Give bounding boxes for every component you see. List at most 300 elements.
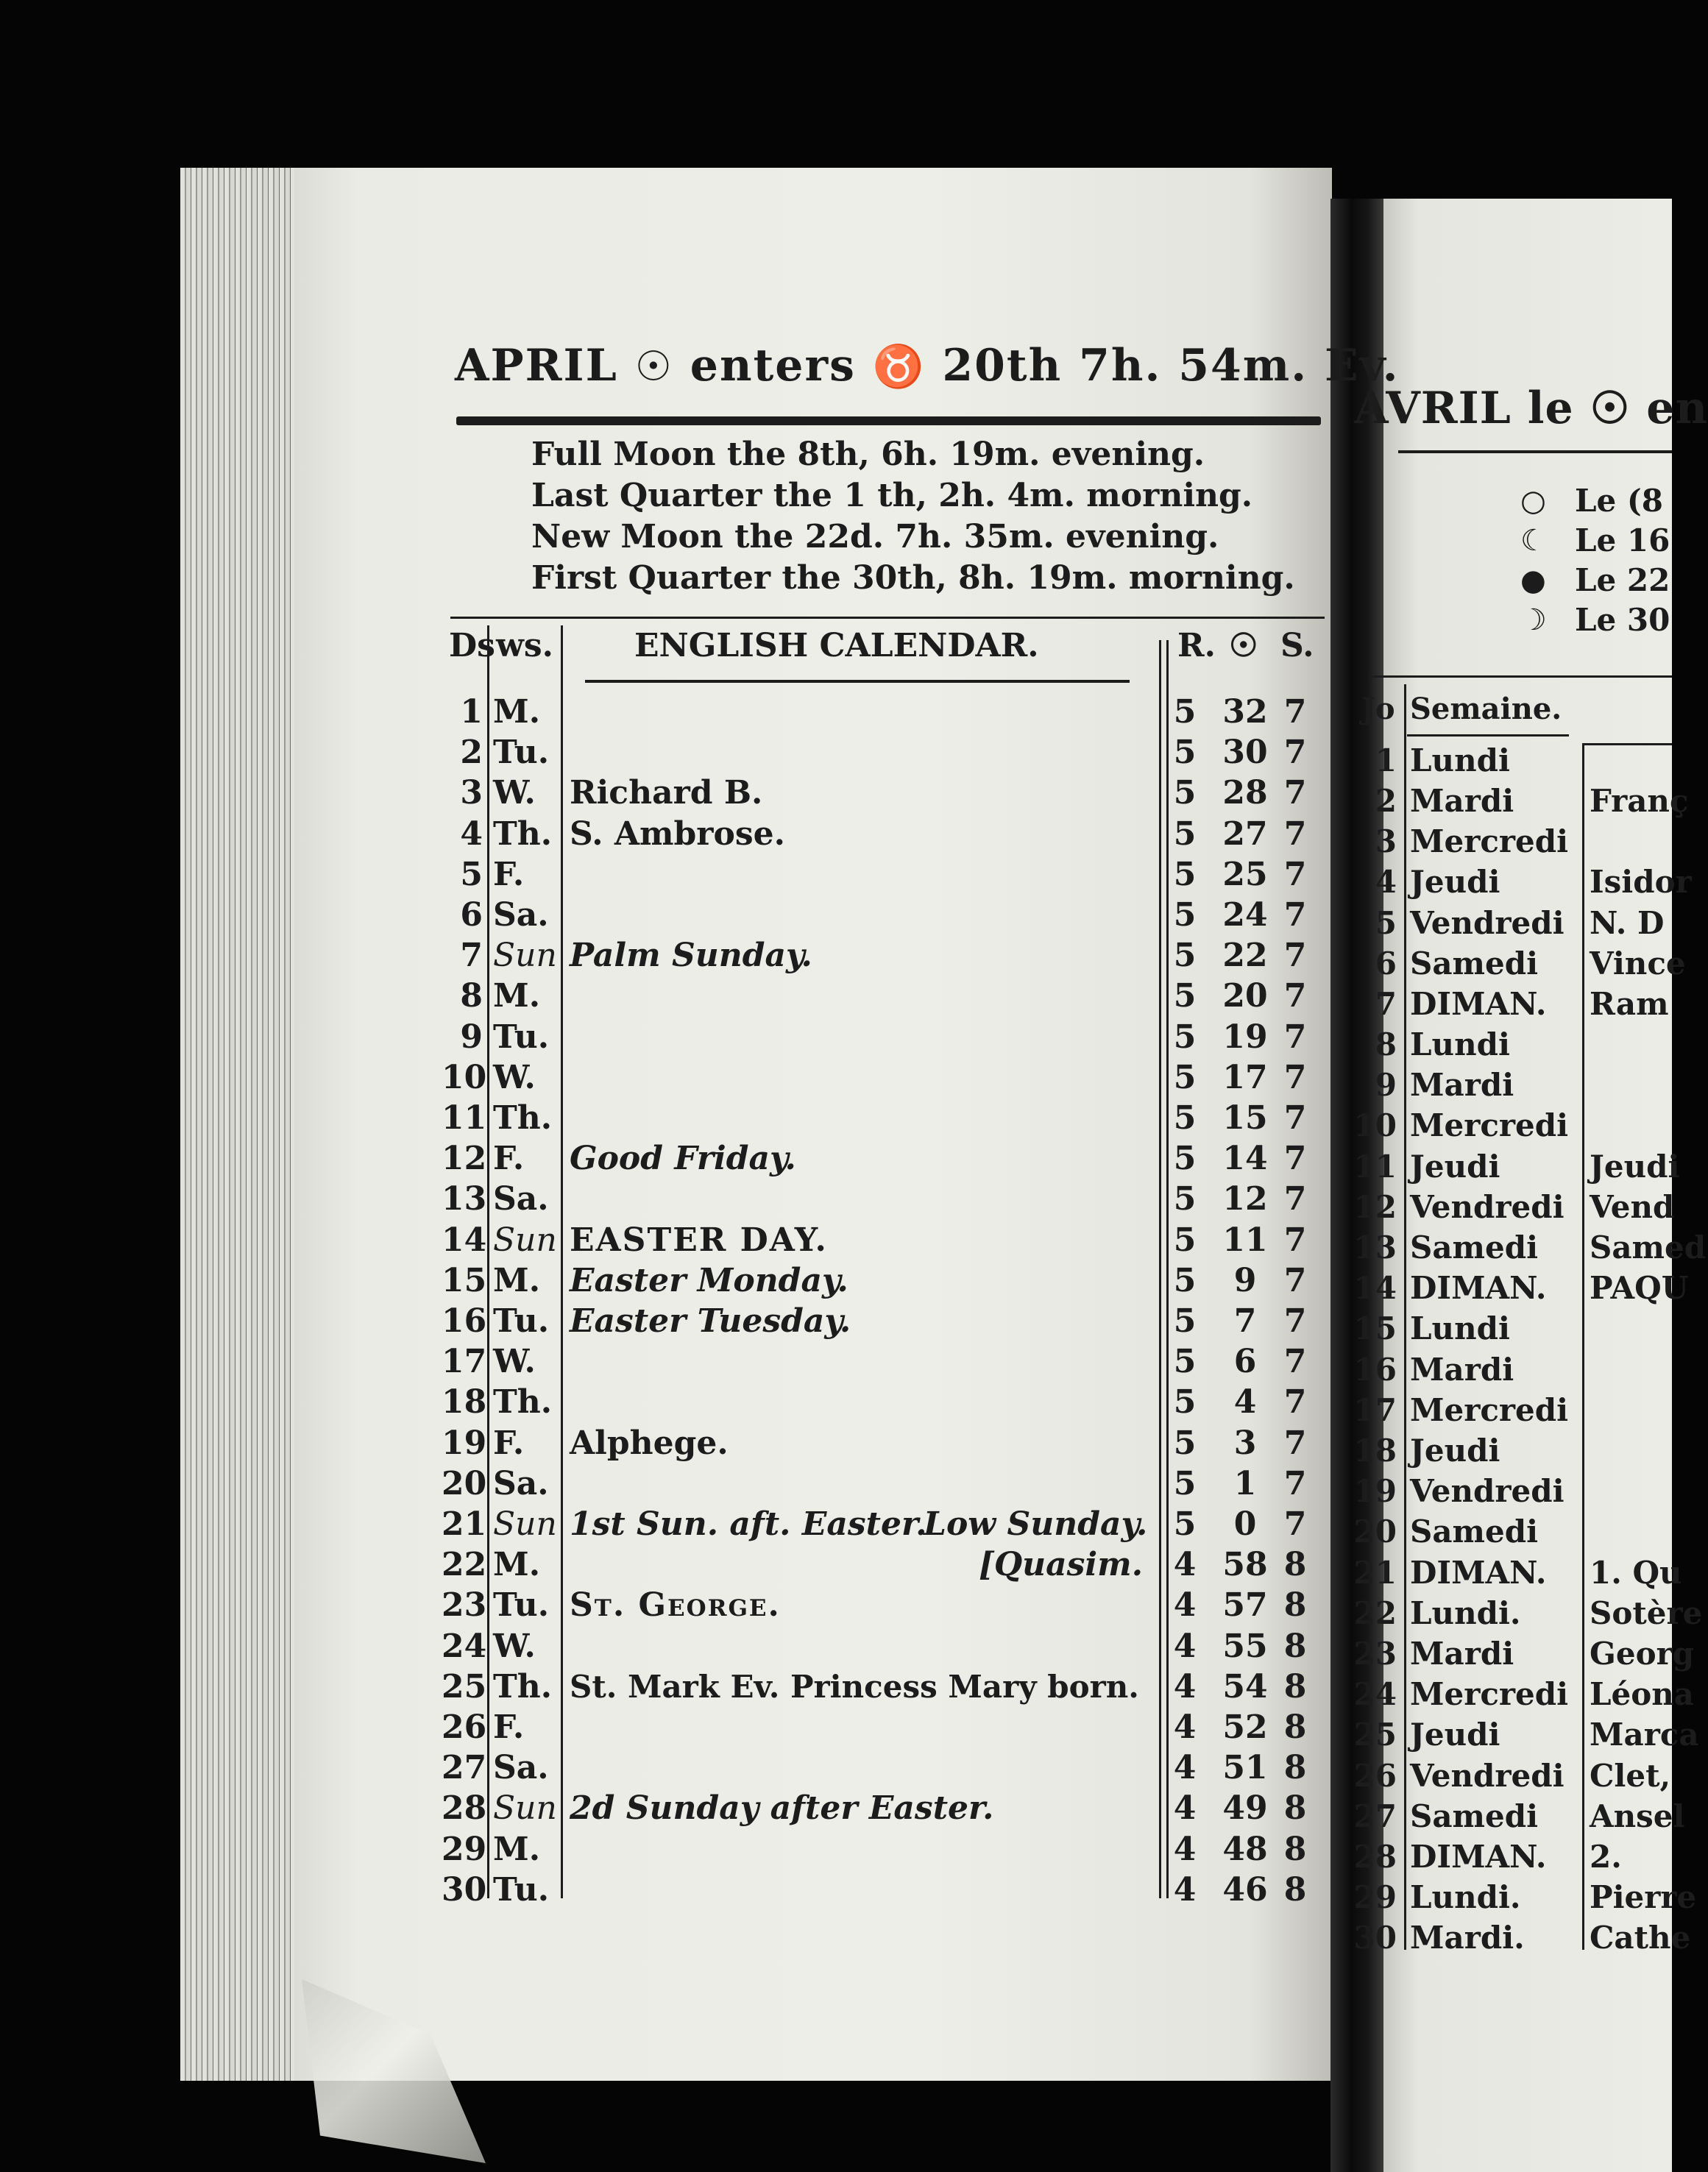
- calendar-row: [0, 1423, 1325, 1463]
- rise-minute: 51: [1222, 1749, 1268, 1786]
- french-weekday: Lundi: [1410, 742, 1510, 778]
- rise-hour: 5: [1173, 1099, 1197, 1137]
- french-weekday: Samedi: [1410, 945, 1539, 982]
- rise-minute: 48: [1222, 1831, 1268, 1868]
- rise-minute: 27: [1222, 815, 1268, 853]
- french-weekday: Mercredi: [1410, 1107, 1569, 1143]
- event: S. Ambrose.: [570, 815, 785, 853]
- french-saint: Léona: [1590, 1676, 1695, 1712]
- set-hour: 7: [1283, 1302, 1307, 1340]
- french-header-rule: [1398, 450, 1672, 453]
- calendar-row: [0, 1382, 1325, 1422]
- french-weekday: Lundi: [1410, 1310, 1510, 1346]
- french-saint: Georg: [1590, 1636, 1695, 1672]
- french-day-number: 30: [1353, 1920, 1397, 1956]
- set-hour: 8: [1283, 1831, 1307, 1868]
- weekday: Sa.: [493, 1465, 549, 1502]
- calendar-row: [0, 1098, 1325, 1138]
- rise-minute: 54: [1222, 1668, 1268, 1706]
- rise-hour: 4: [1173, 1789, 1197, 1827]
- french-weekday: Vendredi: [1410, 1758, 1565, 1794]
- calendar-row: [0, 895, 1325, 935]
- weekday: W.: [493, 1628, 536, 1665]
- day-number: 2: [460, 734, 483, 771]
- calendar-row: [0, 1788, 1325, 1828]
- calendar-row: [0, 854, 1325, 895]
- set-hour: 7: [1283, 1343, 1307, 1380]
- day-number: 14: [442, 1221, 487, 1259]
- rise-hour: 4: [1173, 1749, 1197, 1786]
- rise-minute: 3: [1233, 1424, 1257, 1462]
- day-number: 10: [442, 1059, 487, 1096]
- french-day-number: 24: [1353, 1676, 1397, 1712]
- rise-minute: 28: [1222, 774, 1268, 812]
- french-weekday: DIMAN.: [1410, 1839, 1547, 1875]
- weekday: W.: [493, 1059, 536, 1096]
- french-saint: 1. Qu: [1590, 1555, 1682, 1591]
- rise-hour: 5: [1173, 1018, 1197, 1056]
- set-hour: 7: [1283, 734, 1307, 771]
- french-weekday: Samedi: [1410, 1229, 1539, 1266]
- event: Richard B.: [570, 774, 763, 812]
- weekday: Th.: [493, 1383, 553, 1421]
- french-saint: Ansel: [1590, 1798, 1685, 1834]
- col-weekday: ws.: [496, 627, 553, 664]
- weekday: F.: [493, 1140, 525, 1177]
- calendar-row: [0, 1179, 1325, 1219]
- rise-hour: 5: [1173, 1221, 1197, 1259]
- day-number: 1: [460, 693, 483, 731]
- weekday: M.: [493, 693, 541, 731]
- calendar-row: [0, 1138, 1325, 1179]
- french-weekday: Mercredi: [1410, 1392, 1569, 1428]
- day-number: 3: [460, 774, 483, 812]
- day-number: 5: [460, 856, 483, 893]
- day-number: 7: [460, 937, 483, 974]
- set-hour: 7: [1283, 693, 1307, 731]
- french-phase-line: Le 16: [1575, 522, 1670, 558]
- french-phase-line: Le 22: [1575, 562, 1670, 598]
- french-table-rule: [1369, 675, 1672, 678]
- french-day-number: 21: [1353, 1555, 1397, 1591]
- weekday: Tu.: [493, 1871, 550, 1909]
- rise-hour: 5: [1173, 1383, 1197, 1421]
- day-number: 12: [442, 1140, 487, 1177]
- taurus-icon: ♉: [872, 343, 926, 391]
- day-number: 16: [442, 1302, 487, 1340]
- french-weekday: Mardi: [1410, 1067, 1514, 1103]
- weekday: M.: [493, 1546, 541, 1583]
- french-weekday: Jeudi: [1410, 1433, 1500, 1469]
- event: Easter Monday.: [570, 1262, 848, 1299]
- set-hour: 7: [1283, 1018, 1307, 1056]
- french-day-number: 4: [1375, 864, 1397, 900]
- rise-hour: 5: [1173, 1302, 1197, 1340]
- calendar-row: [0, 1870, 1325, 1910]
- weekday: Sa.: [493, 896, 549, 934]
- rise-hour: 5: [1173, 937, 1197, 974]
- french-weekday: Samedi: [1410, 1798, 1539, 1834]
- rise-hour: 5: [1173, 856, 1197, 893]
- rise-minute: 12: [1222, 1180, 1268, 1218]
- rise-minute: 32: [1222, 693, 1268, 731]
- day-number: 9: [460, 1018, 483, 1056]
- calendar-row: [0, 814, 1325, 854]
- french-weekday: Mercredi: [1410, 823, 1569, 859]
- rise-hour: 5: [1173, 1465, 1197, 1502]
- day-number: 27: [442, 1749, 487, 1786]
- rise-minute: 20: [1222, 977, 1268, 1015]
- french-day-number: 14: [1353, 1270, 1397, 1306]
- french-weekday: Lundi.: [1410, 1879, 1521, 1915]
- calendar-row: [0, 1260, 1325, 1301]
- rise-hour: 5: [1173, 815, 1197, 853]
- rise-hour: 5: [1173, 1505, 1197, 1543]
- rise-hour: 5: [1173, 1059, 1197, 1096]
- rise-hour: 4: [1173, 1546, 1197, 1583]
- day-number: 20: [442, 1465, 487, 1502]
- weekday: F.: [493, 856, 525, 893]
- french-weekday: Mardi.: [1410, 1920, 1525, 1956]
- set-hour: 7: [1283, 1465, 1307, 1502]
- day-number: 26: [442, 1708, 487, 1746]
- calendar-row: [0, 732, 1325, 773]
- french-day-number: 13: [1353, 1229, 1397, 1266]
- set-hour: 8: [1283, 1668, 1307, 1706]
- french-day-number: 29: [1353, 1879, 1397, 1915]
- french-saint: PAQU: [1590, 1270, 1689, 1306]
- weekday: Sun: [493, 937, 557, 974]
- french-day-number: 20: [1353, 1513, 1397, 1550]
- day-number: 22: [442, 1546, 487, 1583]
- rise-minute: 6: [1233, 1343, 1257, 1380]
- weekday: W.: [493, 1343, 536, 1380]
- calendar-row: [0, 1829, 1325, 1870]
- rise-hour: 4: [1173, 1831, 1197, 1868]
- event: St. George.: [570, 1586, 781, 1624]
- french-day-number: 3: [1375, 823, 1397, 859]
- calendar-row: [0, 1341, 1325, 1382]
- french-weekday: Samedi: [1410, 1513, 1539, 1550]
- french-day-number: 26: [1353, 1758, 1397, 1794]
- french-day-number: 7: [1375, 986, 1397, 1022]
- french-saint: Marca: [1590, 1717, 1699, 1753]
- moon-phase-new: New Moon the 22d. 7h. 35m. evening.: [531, 518, 1219, 556]
- calendar-row: [0, 1220, 1325, 1260]
- french-weekday: Lundi.: [1410, 1595, 1521, 1631]
- french-phase-line: Le 30: [1575, 602, 1670, 638]
- day-number: 6: [460, 896, 483, 934]
- rise-minute: 9: [1233, 1262, 1257, 1299]
- french-month-header: AVRIL le ☉ en: [1354, 383, 1708, 434]
- rise-minute: 30: [1222, 734, 1268, 771]
- rise-minute: 55: [1222, 1628, 1268, 1665]
- full-moon-icon: ○: [1520, 484, 1546, 518]
- rise-minute: 46: [1222, 1871, 1268, 1909]
- day-number: 25: [442, 1668, 487, 1706]
- french-col-semaine: Semaine.: [1410, 692, 1562, 726]
- french-saint: Isidor: [1590, 864, 1692, 900]
- weekday: Tu.: [493, 1302, 550, 1340]
- french-weekday: DIMAN.: [1410, 986, 1547, 1022]
- set-hour: 7: [1283, 1505, 1307, 1543]
- french-saint: Jeudi: [1590, 1149, 1680, 1185]
- french-day-number: 12: [1353, 1189, 1397, 1225]
- french-weekday: Jeudi: [1410, 1149, 1500, 1185]
- set-hour: 8: [1283, 1586, 1307, 1624]
- french-week-divider: [1582, 743, 1584, 1950]
- french-day-number: 1: [1375, 742, 1397, 778]
- set-hour: 7: [1283, 774, 1307, 812]
- moon-phase-full: Full Moon the 8th, 6h. 19m. evening.: [531, 436, 1205, 473]
- rise-minute: 19: [1222, 1018, 1268, 1056]
- rise-hour: 5: [1173, 977, 1197, 1015]
- rise-hour: 5: [1173, 734, 1197, 771]
- rise-minute: 22: [1222, 937, 1268, 974]
- french-saint: Sotère: [1590, 1595, 1703, 1631]
- rise-minute: 15: [1222, 1099, 1268, 1137]
- header-rule: [456, 416, 1321, 425]
- event: Good Friday.: [570, 1140, 796, 1177]
- weekday: Tu.: [493, 734, 550, 771]
- french-weekday: Vendredi: [1410, 1189, 1565, 1225]
- weekday: Sa.: [493, 1180, 549, 1218]
- day-number: 15: [442, 1262, 487, 1299]
- french-weekday: Lundi: [1410, 1026, 1510, 1062]
- french-day-number: 9: [1375, 1067, 1397, 1103]
- rise-hour: 5: [1173, 1180, 1197, 1218]
- calendar-row: [0, 1626, 1325, 1667]
- rise-hour: 5: [1173, 1262, 1197, 1299]
- weekday: Sun: [493, 1789, 557, 1827]
- calendar-row: [0, 1667, 1325, 1707]
- rise-hour: 4: [1173, 1586, 1197, 1624]
- rise-minute: 1: [1233, 1465, 1257, 1502]
- event: 2d Sunday after Easter.: [570, 1789, 994, 1827]
- weekday: M.: [493, 1831, 541, 1868]
- set-hour: 7: [1283, 1180, 1307, 1218]
- french-weekday: Mercredi: [1410, 1676, 1569, 1712]
- month-title: APRIL: [455, 340, 618, 391]
- french-saint: Cathe: [1590, 1920, 1691, 1956]
- sun-icon: ☉: [634, 343, 673, 391]
- rise-minute: 0: [1233, 1505, 1257, 1543]
- rise-hour: 5: [1173, 896, 1197, 934]
- set-hour: 8: [1283, 1628, 1307, 1665]
- french-day-number: 17: [1353, 1392, 1397, 1428]
- set-hour: 7: [1283, 1140, 1307, 1177]
- event-secondary: Low Sunday.: [924, 1505, 1148, 1543]
- rise-minute: 11: [1222, 1221, 1268, 1259]
- french-weekday: Vendredi: [1410, 1473, 1565, 1509]
- rise-hour: 4: [1173, 1708, 1197, 1746]
- col-days: Ds: [449, 627, 495, 664]
- event: Palm Sunday.: [570, 937, 812, 974]
- table-top-rule: [450, 617, 1325, 619]
- rise-minute: 25: [1222, 856, 1268, 893]
- day-number: 18: [442, 1383, 487, 1421]
- french-saint: Pierre: [1590, 1879, 1697, 1915]
- weekday: Sun: [493, 1505, 557, 1543]
- french-weekday: Mardi: [1410, 1352, 1514, 1388]
- french-day-number: 19: [1353, 1473, 1397, 1509]
- moon-phase-first-quarter: First Quarter the 30th, 8h. 19m. morning.: [531, 559, 1295, 597]
- french-day-number: 18: [1353, 1433, 1397, 1469]
- rise-hour: 4: [1173, 1668, 1197, 1706]
- set-hour: 8: [1283, 1789, 1307, 1827]
- french-day-number: 10: [1353, 1107, 1397, 1143]
- rise-hour: 4: [1173, 1628, 1197, 1665]
- rise-hour: 5: [1173, 693, 1197, 731]
- french-weekday: DIMAN.: [1410, 1270, 1547, 1306]
- new-moon-icon: ●: [1520, 564, 1546, 597]
- enters-label: enters: [690, 340, 856, 391]
- set-hour: 7: [1283, 815, 1307, 853]
- calendar-row: [0, 1585, 1325, 1625]
- french-weekday: Jeudi: [1410, 1717, 1500, 1753]
- set-hour: 8: [1283, 1708, 1307, 1746]
- last-quarter-moon-icon: ☾: [1520, 524, 1547, 558]
- calendar-row: [0, 773, 1325, 813]
- set-hour: 8: [1283, 1749, 1307, 1786]
- day-number: 11: [442, 1099, 487, 1137]
- col-sun-icon: ☉: [1229, 627, 1258, 664]
- set-hour: 7: [1283, 1383, 1307, 1421]
- rise-minute: 14: [1222, 1140, 1268, 1177]
- french-phase-line: Le (8: [1575, 483, 1663, 519]
- moon-phases: [531, 434, 1295, 599]
- set-hour: 7: [1283, 856, 1307, 893]
- calendar-row: [0, 1544, 1325, 1585]
- weekday: Sun: [493, 1221, 557, 1259]
- french-day-number: 8: [1375, 1026, 1397, 1062]
- rise-hour: 4: [1173, 1871, 1197, 1909]
- rise-minute: 24: [1222, 896, 1268, 934]
- event: Easter Tuesday.: [570, 1302, 851, 1340]
- french-weekday: Mardi: [1410, 783, 1514, 819]
- french-day-number: 11: [1353, 1149, 1397, 1185]
- french-day-number: 22: [1353, 1595, 1397, 1631]
- day-number: 17: [442, 1343, 487, 1380]
- french-weekday: DIMAN.: [1410, 1555, 1547, 1591]
- weekday: M.: [493, 977, 541, 1015]
- set-hour: 7: [1283, 937, 1307, 974]
- set-hour: 8: [1283, 1871, 1307, 1909]
- rise-minute: 17: [1222, 1059, 1268, 1096]
- set-hour: 7: [1283, 1262, 1307, 1299]
- day-number: 19: [442, 1424, 487, 1462]
- weekday: M.: [493, 1262, 541, 1299]
- french-day-number: 25: [1353, 1717, 1397, 1753]
- french-saint: 2.: [1590, 1839, 1622, 1875]
- calendar-row: [0, 1463, 1325, 1504]
- french-saint: Clet,: [1590, 1758, 1671, 1794]
- event: 1st Sun. aft. Easter.: [570, 1505, 927, 1543]
- col-english-calendar: ENGLISH CALENDAR.: [634, 627, 1039, 664]
- set-hour: 7: [1283, 1221, 1307, 1259]
- calendar-row: [0, 1504, 1325, 1544]
- weekday: Tu.: [493, 1586, 550, 1624]
- french-weekday: Vendredi: [1410, 905, 1565, 941]
- rise-minute: 4: [1233, 1383, 1257, 1421]
- french-day-divider: [1404, 684, 1406, 1950]
- french-day-number: 16: [1353, 1352, 1397, 1388]
- calendar-row: [0, 935, 1325, 976]
- set-hour: 7: [1283, 1059, 1307, 1096]
- day-number: 4: [460, 815, 483, 853]
- calendar-row: [0, 1707, 1325, 1747]
- set-hour: 7: [1283, 1424, 1307, 1462]
- french-saint: N. D: [1590, 905, 1665, 941]
- weekday: F.: [493, 1424, 525, 1462]
- french-saint: Franç: [1590, 783, 1689, 819]
- month-header: [455, 340, 1400, 391]
- french-saint: Vince: [1590, 945, 1686, 982]
- rise-hour: 5: [1173, 1343, 1197, 1380]
- rise-hour: 5: [1173, 1140, 1197, 1177]
- french-day-number: 2: [1375, 783, 1397, 819]
- set-hour: 7: [1283, 896, 1307, 934]
- first-quarter-moon-icon: ☽: [1520, 603, 1547, 637]
- weekday: Th.: [493, 815, 553, 853]
- french-weekday: Mardi: [1410, 1636, 1514, 1672]
- rise-minute: 49: [1222, 1789, 1268, 1827]
- french-col-day: Jo: [1361, 692, 1395, 726]
- french-day-number: 5: [1375, 905, 1397, 941]
- french-saint: Samed: [1590, 1229, 1707, 1266]
- rise-minute: 58: [1222, 1546, 1268, 1583]
- weekday: W.: [493, 774, 536, 812]
- rise-minute: 7: [1233, 1302, 1257, 1340]
- weekday: F.: [493, 1708, 525, 1746]
- col-set: S.: [1280, 627, 1314, 664]
- calendar-header-underline: [585, 680, 1130, 683]
- set-hour: 7: [1283, 977, 1307, 1015]
- event: Alphege.: [570, 1424, 729, 1462]
- rise-hour: 5: [1173, 774, 1197, 812]
- weekday: Sa.: [493, 1749, 549, 1786]
- day-number: 8: [460, 977, 483, 1015]
- event-secondary: [Quasim.: [979, 1546, 1144, 1583]
- french-day-number: 6: [1375, 945, 1397, 982]
- moon-phase-last-quarter: Last Quarter the 1 th, 2h. 4m. morning.: [531, 477, 1253, 514]
- french-day-number: 27: [1353, 1798, 1397, 1834]
- calendar-row: [0, 1057, 1325, 1098]
- french-col-underline-2: [1582, 743, 1672, 745]
- calendar-row: [0, 1301, 1325, 1341]
- day-number: 23: [442, 1586, 487, 1624]
- event: St. Mark Ev. Princess Mary born.: [570, 1669, 1139, 1705]
- day-number: 29: [442, 1831, 487, 1868]
- set-hour: 7: [1283, 1099, 1307, 1137]
- french-day-number: 15: [1353, 1310, 1397, 1346]
- french-saint: Ram: [1590, 986, 1669, 1022]
- french-col-underline: [1407, 734, 1569, 737]
- day-number: 28: [442, 1789, 487, 1827]
- french-day-number: 28: [1353, 1839, 1397, 1875]
- day-number: 24: [442, 1628, 487, 1665]
- weekday: Tu.: [493, 1018, 550, 1056]
- weekday: Th.: [493, 1668, 553, 1706]
- ingress-detail: 20th 7h. 54m. Ev.: [942, 340, 1400, 391]
- french-day-number: 23: [1353, 1636, 1397, 1672]
- day-number: 30: [442, 1871, 487, 1909]
- calendar-row: [0, 692, 1325, 732]
- day-number: 21: [442, 1505, 487, 1543]
- weekday: Th.: [493, 1099, 553, 1137]
- event: EASTER DAY.: [570, 1221, 828, 1259]
- calendar-row: [0, 1017, 1325, 1057]
